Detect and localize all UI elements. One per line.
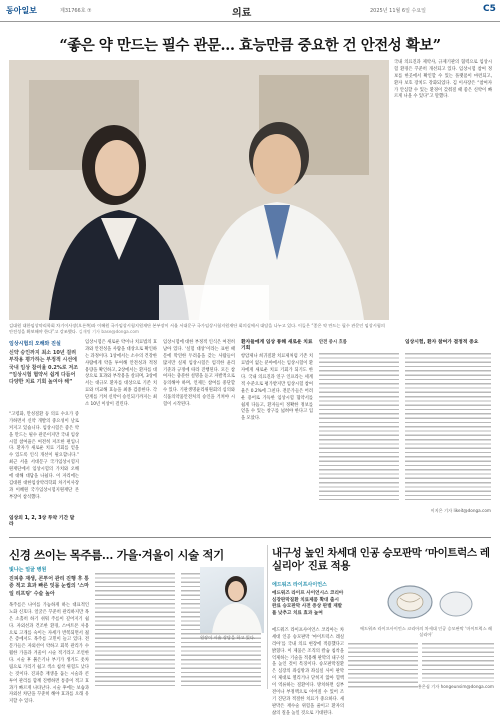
column-1: “고령화, 만성질환 등 의료 수요가 증가하면서 신약 개발의 중요성이 날로 커지고 있습니다. 임상시험은 좋은 약을 만드는 필수 관문이지만 국내 임상시험 참여율은 여전히 저조한 편입니다. 환자가 새로운 치료 기회를 얻을 수 있도록 인식 개선이 필요합니다.” 최근 서울 서대문구 국가임상시험지원재단에서 임상시험의 가치와 오해에 대해 대담을 나눴다. 이 자리에는 김대원 대한임상약리학회 차기이사장과 이혜원 국가임상시험지원재단 본부장이 참석했다. bbox=[9, 412, 79, 500]
column-5: 안전 중시 흐름 임상시험, 환자 참여가 결정적 중요 이지은 기자 likeit@donga.com bbox=[319, 340, 491, 513]
doctor-illustration bbox=[200, 567, 264, 633]
left-clinic-label: 빛나는 얼굴 병원 bbox=[9, 567, 47, 573]
issue-date: 2025년 11월 6일 수요일 bbox=[370, 8, 427, 14]
top-article-right-column: 국내 의료진과 제약사, 규제기관의 협력으로 임상시험 환경은 꾸준히 개선되고 있다. 임상시험 참여 정보를 한곳에서 확인할 수 있는 플랫폼이 마련되고, 환자 보호 장치도 강화되었다. 김 이사장은 “참여자가 안심할 수 있는 환경이 갖춰질 때 좋은 신약이 빠르게 나올 수 있다”고 말했다. bbox=[394, 60, 492, 100]
left-body-col2 bbox=[95, 570, 175, 688]
column-4-subhead: 환자들에게 임상 통해 새로운 치료 기회 bbox=[241, 340, 313, 352]
section-title: 의료 bbox=[232, 8, 252, 19]
page-number: C5 bbox=[483, 4, 496, 14]
left-body-col1: 목주름은 나이를 가늠하게 하는 대표적인 노화 신호다. 얼굴은 꾸준히 관리하지만 목은 소홀히 하기 쉬워 주름이 깊어지기 쉽다. 자외선과 건조한 환경, 스마트폰 사용으로 고개를 숙이는 자세가 반복되면서 젊은 층에서도 목주름 고민이 늘고 있다. 전문가들은 자외선이 약하고 회복 관리가 수월한 가을과 겨울이 시술 적기라고 조언한다. 시술 후 붉은기나 부기가 생겨도 옷차림으로 가리기 쉽고 색소 침착 위험도 낮다는 것이다. 진피층 재생을 돕는 시술과 콘투어 관리를 함께 진행하면 통증이 적고 효과가 빠르게 나타난다. 시술 후에는 보습과 자외선 차단을 꾸준히 해야 효과를 오래 유지할 수 있다. bbox=[9, 603, 89, 705]
section-divider bbox=[9, 537, 491, 538]
left-photo-caption: 원장이 시술 상담을 하고 있다. bbox=[200, 635, 256, 640]
column-1-subhead: 임상의 1, 2, 3상 투약 기간 달라 bbox=[9, 516, 75, 528]
right-headline: 내구성 높인 차세대 인공 승모판막 ‘마이트럭스 레실리아’ 진료 적용 bbox=[272, 547, 490, 573]
sub-label: 임상시험의 오해와 진실 bbox=[9, 341, 61, 347]
newspaper-logo: 동아일보 bbox=[6, 6, 37, 15]
photo-caption: 김대원 대한임상약리학회 차기이사장(오른쪽)과 이혜원 국가임상시험지원재단 본부장이 서울 서대문구 국가임상시험지원재단 회의실에서 대담을 나누고 있다. 이들은 “좋은 약 만드는 필수 관문인 임상시험의 안전성을 확보해야 한다”고 강조했다. 김재명 기자 base@donga.com bbox=[9, 323, 385, 334]
right-body-col3 bbox=[422, 640, 494, 682]
doctor-photo bbox=[200, 567, 264, 633]
column-5-subhead: 임상시험, 환자 참여가 결정적 중요 bbox=[405, 340, 479, 345]
heart-valve-icon bbox=[360, 580, 492, 624]
valve-product-image bbox=[360, 580, 492, 624]
left-headline: 신경 쓰이는 목주름… 가을·겨울이 시술 적기 bbox=[9, 548, 224, 562]
text-lines bbox=[319, 350, 399, 500]
column-divider bbox=[267, 545, 268, 689]
right-body-col1: 에드워즈 라이프사이언스 코리아는 차세대 인공 승모판막 ‘마이트럭스 레실리아’를 국내 의료 현장에 적용했다고 밝혔다. 이 제품은 조직의 칼슘 침착을 억제하는 기술을 적용해 판막의 내구성을 높인 것이 특징이다. 승모판막질환은 심장의 좌심방과 좌심실 사이 판막이 제대로 열리거나 닫히지 않아 혈액이 역류하는 질환이다. 방치하면 심부전이나 부정맥으로 이어질 수 있어 조기 진단과 적절한 치료가 중요하다. 새 판막은 재수술 위험을 줄이고 환자의 삶의 질을 높일 것으로 기대된다. bbox=[272, 628, 344, 716]
right-body-col2 bbox=[348, 640, 418, 688]
right-lead: 에드워즈 라이프 사이언시스 코리아 심장판막질환 치료제품 확대 출시 완료 승모판막 사전 증상 판별 재발률 낮추고 치료 효과 높여 bbox=[272, 591, 344, 616]
right-product-caption: 에드워즈 라이프사이언스 코리아의 차세대 인공 승모판막 ‘마이트럭스 레실리아’ bbox=[360, 626, 493, 637]
issue-number: 제31766호 ⑦ bbox=[60, 8, 92, 14]
interview-illustration bbox=[9, 60, 389, 320]
article-lead: 신약 승인까지 최소 10년 걸려 부작용 평가하는 부정적 시선에 국내 임상 참여율 0.2%로 저조 “임상시험 협약서 쉽게 다듬어 다양한 치료 기회 높여야 해” bbox=[9, 350, 79, 385]
byline: 이지은 기자 likeit@donga.com bbox=[430, 508, 491, 513]
column-3: 임상시험에 대한 부정적 인식은 여전히 남아 있다. ‘실험 대상’이라는 표현 때문에 막연한 두려움을 갖는 사람들이 많지만 실제 임상시험은 엄격한 윤리 기준과 규정에 따라 진행된다. 모든 참여자는 충분한 설명을 듣고 자발적으로 동의해야 하며, 언제든 참여를 중단할 수 있다. 기관생명윤리위원회의 심의와 식품의약품안전처의 승인을 거쳐야 시험이 시작된다. bbox=[163, 340, 235, 407]
column-4: 환자들에게 임상 통해 새로운 치료 기회 항암제나 희귀질환 치료제처럼 기존 치료법이 없는 분야에서는 임상시험이 환자에게 새로운 치료 기회가 되기도 한다. 국내 의료진과 연구 인프라는 세계적 수준으로 평가받지만 임상시험 참여율은 0.2%에 그친다. 전문가들은 어려운 용어로 가득한 임상시험 협약서를 쉽게 다듬고, 환자들이 정확한 정보를 얻을 수 있는 창구를 넓혀야 한다고 입을 모았다. bbox=[241, 340, 313, 422]
photo-credit: 김재명 기자 base@donga.com bbox=[78, 328, 139, 334]
left-lead: 진피층 재생, 콘투어 관리 진행 후 통증 적고 효과 빠른 잇몸 눈썹의 ‘스마일 리프팅’ 수술 높아 bbox=[9, 576, 89, 597]
text-lines-2 bbox=[405, 350, 491, 500]
right-byline: 홍은심 기자 hongeunsim@donga.com bbox=[417, 684, 494, 689]
right-label: 에드워즈 라이프사이언스 bbox=[272, 582, 327, 588]
interview-photo bbox=[9, 60, 389, 320]
top-headline: “좋은 약 만드는 필수 관문… 효능만큼 중요한 건 안전성 확보” bbox=[59, 37, 441, 54]
top-article-intro bbox=[9, 340, 79, 386]
column-2: 임상시험은 새로운 약이나 치료법의 효과와 안전성을 사람을 대상으로 확인하는 과정이다. 1상에서는 소수의 건강한 사람에게 약을 투여해 안전성과 적정 용량을 확인하고, 2상에서는 환자를 대상으로 효과와 부작용을 살피며, 3상에서는 대규모 환자를 대상으로 기존 치료와 비교해 효능을 최종 검증한다. 각 단계를 거쳐 신약이 승인되기까지는 최소 10년 이상이 걸린다. bbox=[85, 340, 157, 407]
